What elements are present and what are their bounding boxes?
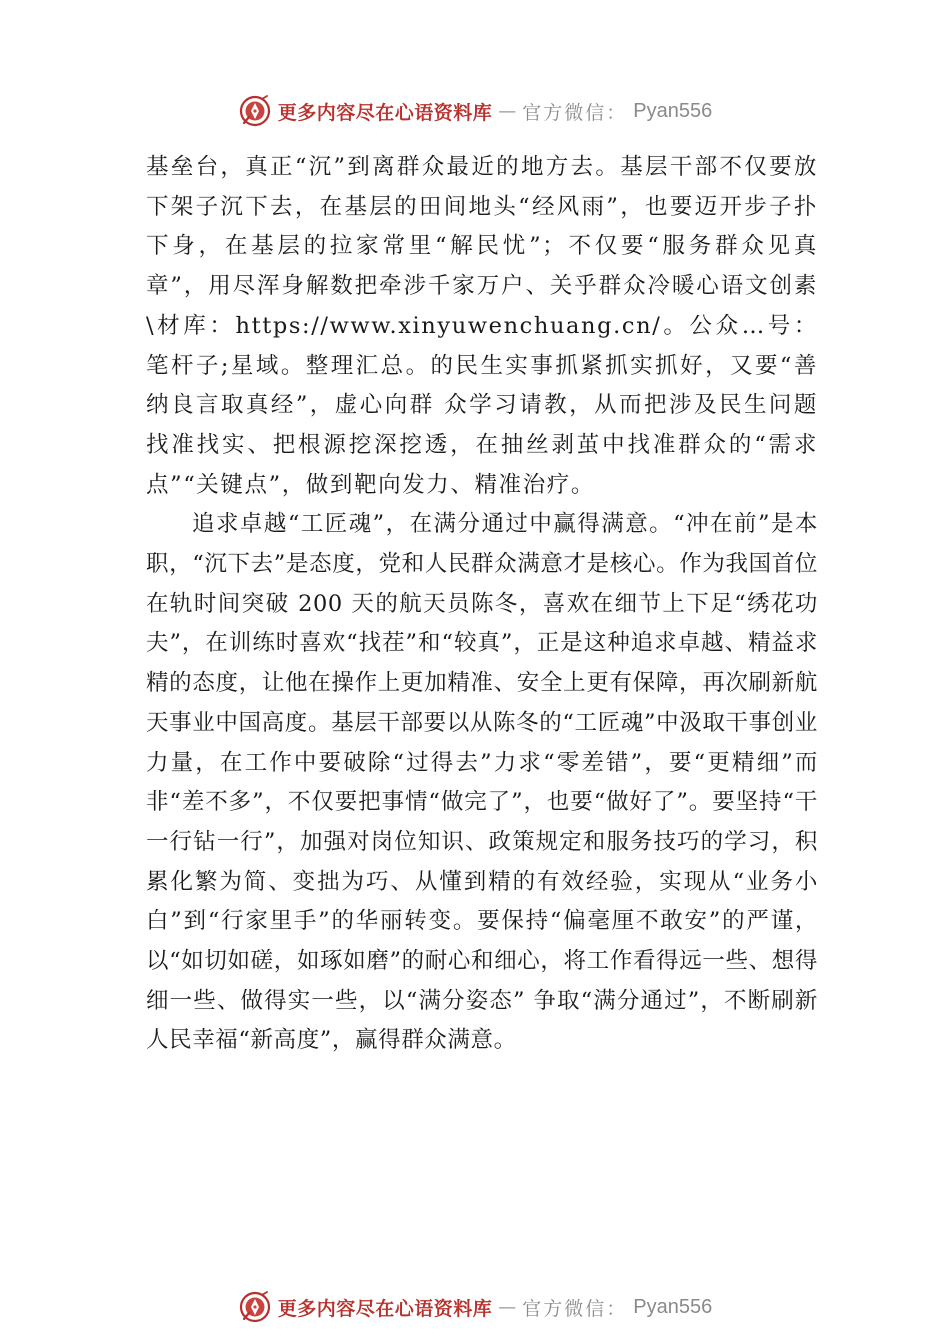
watermark-brand: 更多内容尽在心语资料库 — [277, 101, 493, 124]
pen-nib-logo-icon — [238, 1290, 272, 1324]
header-banner — [0, 94, 950, 128]
footer-watermark-wechat-id: Pyan556 — [633, 1295, 713, 1318]
pen-nib-logo-icon — [238, 94, 272, 128]
watermark-wechat-label: 官方微信： — [522, 101, 628, 124]
footer-watermark-brand: 更多内容尽在心语资料库 — [277, 1297, 493, 1320]
document-body — [146, 148, 818, 1061]
watermark-wechat-id: Pyan556 — [633, 99, 713, 122]
body-paragraph-1: 基垒台，真正“沉”到离群众最近的地方去。基层干部不仅要放下架子沉下去，在基层的田间地头“经风雨”，也要迈开步子扑下身，在基层的拉家常里“解民忧”；不仅要“服务群众见真章”，用尽浑身解数把牵涉千家万户、关乎群众冷暖心语文创素\材库：https://www.xinyuwenchuang.cn/。公众…号：笔杆子;星域。整理汇总。的民生实事抓紧抓实抓好，又要“善纳良言取真经”，虚心向群 众学习请教，从而把涉及民生问题找准找实、把根源挖深挖透，在抽丝剥茧中找准群众的“需求点”“关键点”，做到靶向发力、精准治疗。 — [146, 154, 818, 498]
footer-watermark-separator: — — [498, 1296, 517, 1318]
footer-banner — [0, 1290, 950, 1324]
body-paragraph-2: 追求卓越“工匠魂”，在满分通过中赢得满意。“冲在前”是本职，“沉下去”是态度，党和人民群众满意才是核心。作为我国首位在轨时间突破 200 天的航天员陈冬，喜欢在细节上下足“绣花功夫”，在训练时喜欢“找茬”和“较真”，正是这种追求卓越、精益求精的态度，让他在操作上更加精准、安全上更有保障，再次刷新航天事业中国高度。基层干部要以从陈冬的“工匠魂”中汲取干事创业力量，在工作中要破除“过得去”力求“零差错”，要“更精细”而非“差不多”，不仅要把事情“做完了”，也要“做好了”。要坚持“干一行钻一行”，加强对岗位知识、政策规定和服务技巧的学习，积累化繁为简、变拙为巧、从懂到精的有效经验，实现从“业务小白”到“行家里手”的华丽转变。要保持“偏毫厘不敢安”的严谨，以“如切如磋，如琢如磨”的耐心和细心，将工作看得远一些、想得细一些、做得实一些，以“满分姿态” 争取“满分通过”，不断刷新人民幸福“新高度”，赢得群众满意。 — [146, 511, 818, 1054]
footer-watermark-wechat-label: 官方微信： — [522, 1297, 628, 1320]
watermark-separator: — — [498, 100, 517, 122]
